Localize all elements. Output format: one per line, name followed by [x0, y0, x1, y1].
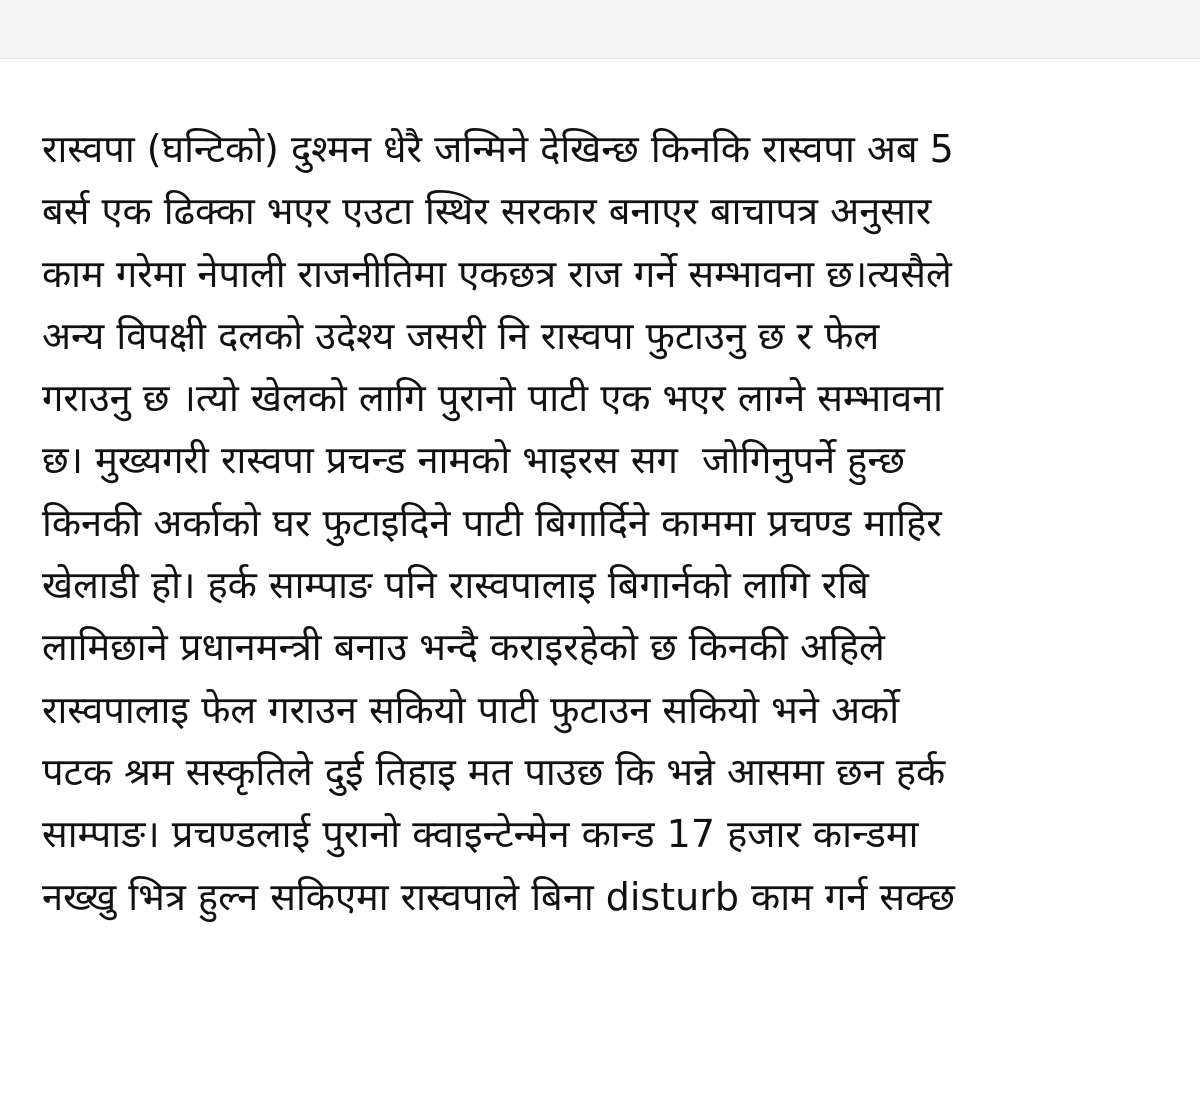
text-line: छ। मुख्यगरी रास्वपा प्रचन्ड नामको भाइरस सग जोगिनुपर्ने हुन्छ — [42, 438, 905, 483]
text-line: पटक श्रम सस्कृतिले दुई तिहाइ मत पाउछ कि भन्ने आसमा छन हर्क — [42, 749, 946, 794]
text-line: अन्य विपक्षी दलको उदेश्य जसरी नि रास्वपा फुटाउनु छ र फेल — [42, 313, 880, 358]
top-bar — [0, 0, 1200, 59]
text-line: रास्वपा (घन्टिको) दुश्मन धेरै जन्मिने देखिन्छ किनकि रास्वपा अब 5 — [42, 127, 954, 171]
post-text — [42, 118, 1172, 928]
text-line: रास्वपालाइ फेल गराउन सकियो पाटी फुटाउन सकियो भने अर्को — [42, 687, 900, 732]
text-line: खेलाडी हो। हर्क साम्पाङ पनि रास्वपालाइ बिगार्नको लागि रबि — [42, 563, 869, 608]
text-line: नख्खु भित्र हुल्न सकिएमा रास्वपाले बिना disturb काम गर्न सक्छ — [42, 874, 955, 919]
text-line: गराउनु छ ।त्यो खेलको लागि पुरानो पाटी एक भएर लाग्ने सम्भावना — [42, 376, 944, 421]
text-line: बर्स एक ढिक्का भएर एउटा स्थिर सरकार बनाएर बाचापत्र अनुसार — [42, 189, 932, 234]
text-line: किनकी अर्काको घर फुटाइदिने पाटी बिगार्दिने काममा प्रचण्ड माहिर — [42, 500, 942, 545]
text-line: लामिछाने प्रधानमन्त्री बनाउ भन्दै कराइरहेको छ किनकी अहिले — [42, 625, 885, 670]
text-line: साम्पाङ। प्रचण्डलाई पुरानो क्वाइन्टेन्मेन कान्ड 17 हजार कान्डमा — [42, 812, 919, 857]
text-line: काम गरेमा नेपाली राजनीतिमा एकछत्र राज गर्ने सम्भावना छ।त्यसैले — [42, 251, 952, 296]
